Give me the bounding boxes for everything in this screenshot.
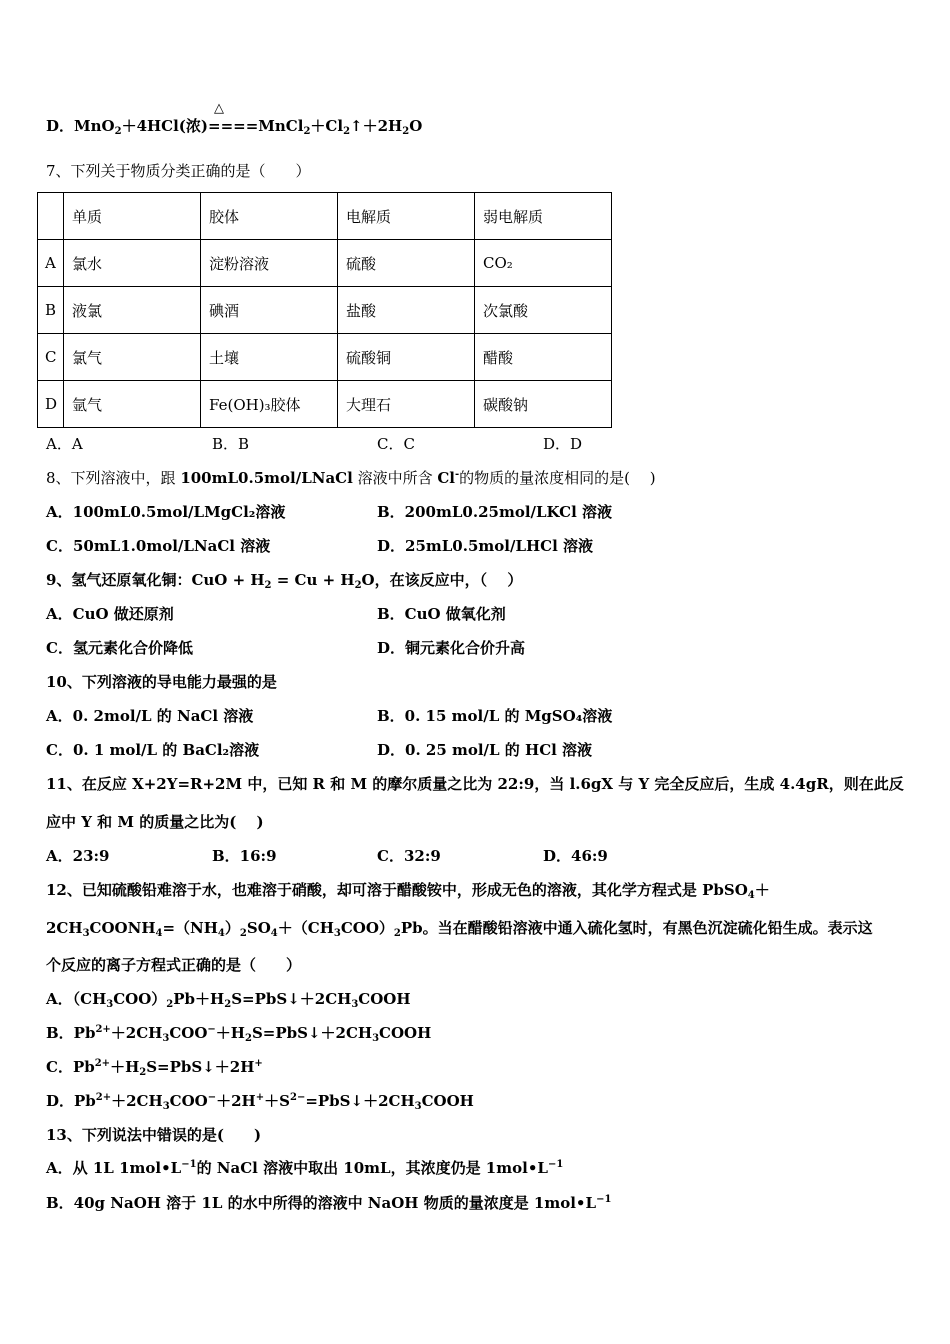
q12-stem-line3: 个反应的离子方程式正确的是（ ） (46, 956, 302, 974)
table-cell: 氯水 (64, 240, 201, 287)
q9-option-d: D．铜元素化合价升高 (377, 639, 526, 657)
row-label: C (38, 334, 64, 381)
table-row (38, 334, 612, 381)
table-cell: 液氯 (64, 287, 201, 334)
q11-option-b: B．16:9 (212, 847, 277, 865)
classification-table (37, 192, 612, 428)
row-label: B (38, 287, 64, 334)
table-cell: 土壤 (201, 334, 338, 381)
table-cell: 碳酸钠 (475, 381, 612, 428)
q11-option-c: C．32:9 (377, 847, 441, 865)
q13-option-a: A．从 1L $1mol•L^{-1}$的 NaCl 溶液中取出 10mL，其浓度仍是 $1mol•L^{-1}$ (46, 1159, 564, 1177)
q7-option-c: C．C (377, 435, 415, 453)
table-cell: 醋酸 (475, 334, 612, 381)
table-row (38, 287, 612, 334)
q9-option-c: C．氢元素化合价降低 (46, 639, 193, 657)
q13-stem: 13、下列说法中错误的是( ) (46, 1126, 262, 1144)
table-cell: 盐酸 (338, 287, 475, 334)
q12-option-c: C．$Pb^{2+}+H_2S=PbS↓+2H^+$ (46, 1058, 263, 1078)
q7-option-a: A．A (46, 435, 83, 453)
q8-stem: 8、下列溶液中，跟 100mL0.5mol/LNaCl 溶液中所含 Cl-的物质的量浓度相同的是( ) (46, 469, 656, 487)
q13-option-b: B．40g NaOH 溶于 1L 的水中所得的溶液中 NaOH 物质的量浓度是 $1mol•L^{-1}$ (46, 1194, 612, 1212)
table-cell: 氯气 (64, 334, 201, 381)
q9-option-b: B．CuO 做氧化剂 (377, 605, 506, 623)
table-cell: CO₂ (475, 240, 612, 287)
row-label: D (38, 381, 64, 428)
q10-option-c: C．0. 1 mol/L 的 BaCl₂溶液 (46, 741, 260, 759)
heat-arrow: △ ==== (208, 101, 259, 135)
q7-option-b: B．B (212, 435, 250, 453)
q11-option-d: D．46:9 (543, 847, 608, 865)
q11-stem-line2: 应中 Y 和 M 的质量之比为( ) (46, 813, 264, 831)
q10-option-a: A．0. 2mol/L 的 NaCl 溶液 (46, 707, 254, 725)
q6-option-d: D．MnO$_2$＋4HCl(浓) △ $====MnCl_2+Cl_2↑+2H_2O$ (46, 101, 423, 137)
header-cell: 弱电解质 (475, 193, 612, 240)
q9-stem: 9、氢气还原氧化铜：CuO + $H_2 = Cu + H_2O$，在该反应中，（ ） (46, 571, 523, 591)
table-row (38, 240, 612, 287)
table-row (38, 381, 612, 428)
table-cell: 氩气 (64, 381, 201, 428)
q11-option-a: A．23:9 (46, 847, 110, 865)
q10-option-d: D．0. 25 mol/L 的 HCl 溶液 (377, 741, 593, 759)
table-cell: 次氯酸 (475, 287, 612, 334)
q10-stem: 10、下列溶液的导电能力最强的是 (46, 673, 277, 691)
q11-stem-line1: 11、在反应 X+2Y=R+2M 中，已知 R 和 M 的摩尔质量之比为 22:9，当 l.6gX 与 Y 完全反应后，生成 4.4gR，则在此反 (46, 775, 904, 793)
q7-stem: 7、下列关于物质分类正确的是（ ） (46, 162, 311, 180)
header-cell: 胶体 (201, 193, 338, 240)
table-cell: 硫酸 (338, 240, 475, 287)
q8-option-a: A．100mL0.5mol/LMgCl₂溶液 (46, 503, 286, 521)
q8-option-b: B．200mL0.25mol/LKCl 溶液 (377, 503, 613, 521)
header-cell: 电解质 (338, 193, 475, 240)
q12-option-a: A．$(CH_3COO)_2Pb+H_2S=PbS↓+2CH_3COOH$ (46, 990, 411, 1010)
table-header-row (38, 193, 612, 240)
table-cell: 碘酒 (201, 287, 338, 334)
q12-stem-line1: 12、已知硫酸铅难溶于水，也难溶于硝酸，却可溶于醋酸铵中，形成无色的溶液，其化学方程式是 PbSO$_4$＋ (46, 881, 770, 901)
table-cell: 淀粉溶液 (201, 240, 338, 287)
q9-option-a: A．CuO 做还原剂 (46, 605, 174, 623)
table-cell: 硫酸铜 (338, 334, 475, 381)
q12-stem-line2: $2CH_3COONH_4=(NH_4)_2SO_4+(CH_3COO)_2Pb$。当在醋酸铅溶液中通入硫化氢时，有黑色沉淀硫化铅生成。表示这 (46, 919, 873, 939)
row-label: A (38, 240, 64, 287)
q8-option-d: D．25mL0.5mol/LHCl 溶液 (377, 537, 594, 555)
q12-option-b: B．$Pb^{2+}+2CH_3COO^-+H_2S=PbS↓+2CH_3COOH$ (46, 1024, 432, 1044)
table-cell: 大理石 (338, 381, 475, 428)
q8-option-c: C．50mL1.0mol/LNaCl 溶液 (46, 537, 271, 555)
q12-option-d: D．$Pb^{2+}+2CH_3COO^-+2H^++S^{2-}=PbS↓+2CH_3COOH$ (46, 1092, 474, 1112)
header-cell: 单质 (64, 193, 201, 240)
q10-option-b: B．0. 15 mol/L 的 MgSO₄溶液 (377, 707, 613, 725)
q7-option-d: D．D (543, 435, 583, 453)
table-cell: Fe(OH)₃胶体 (201, 381, 338, 428)
